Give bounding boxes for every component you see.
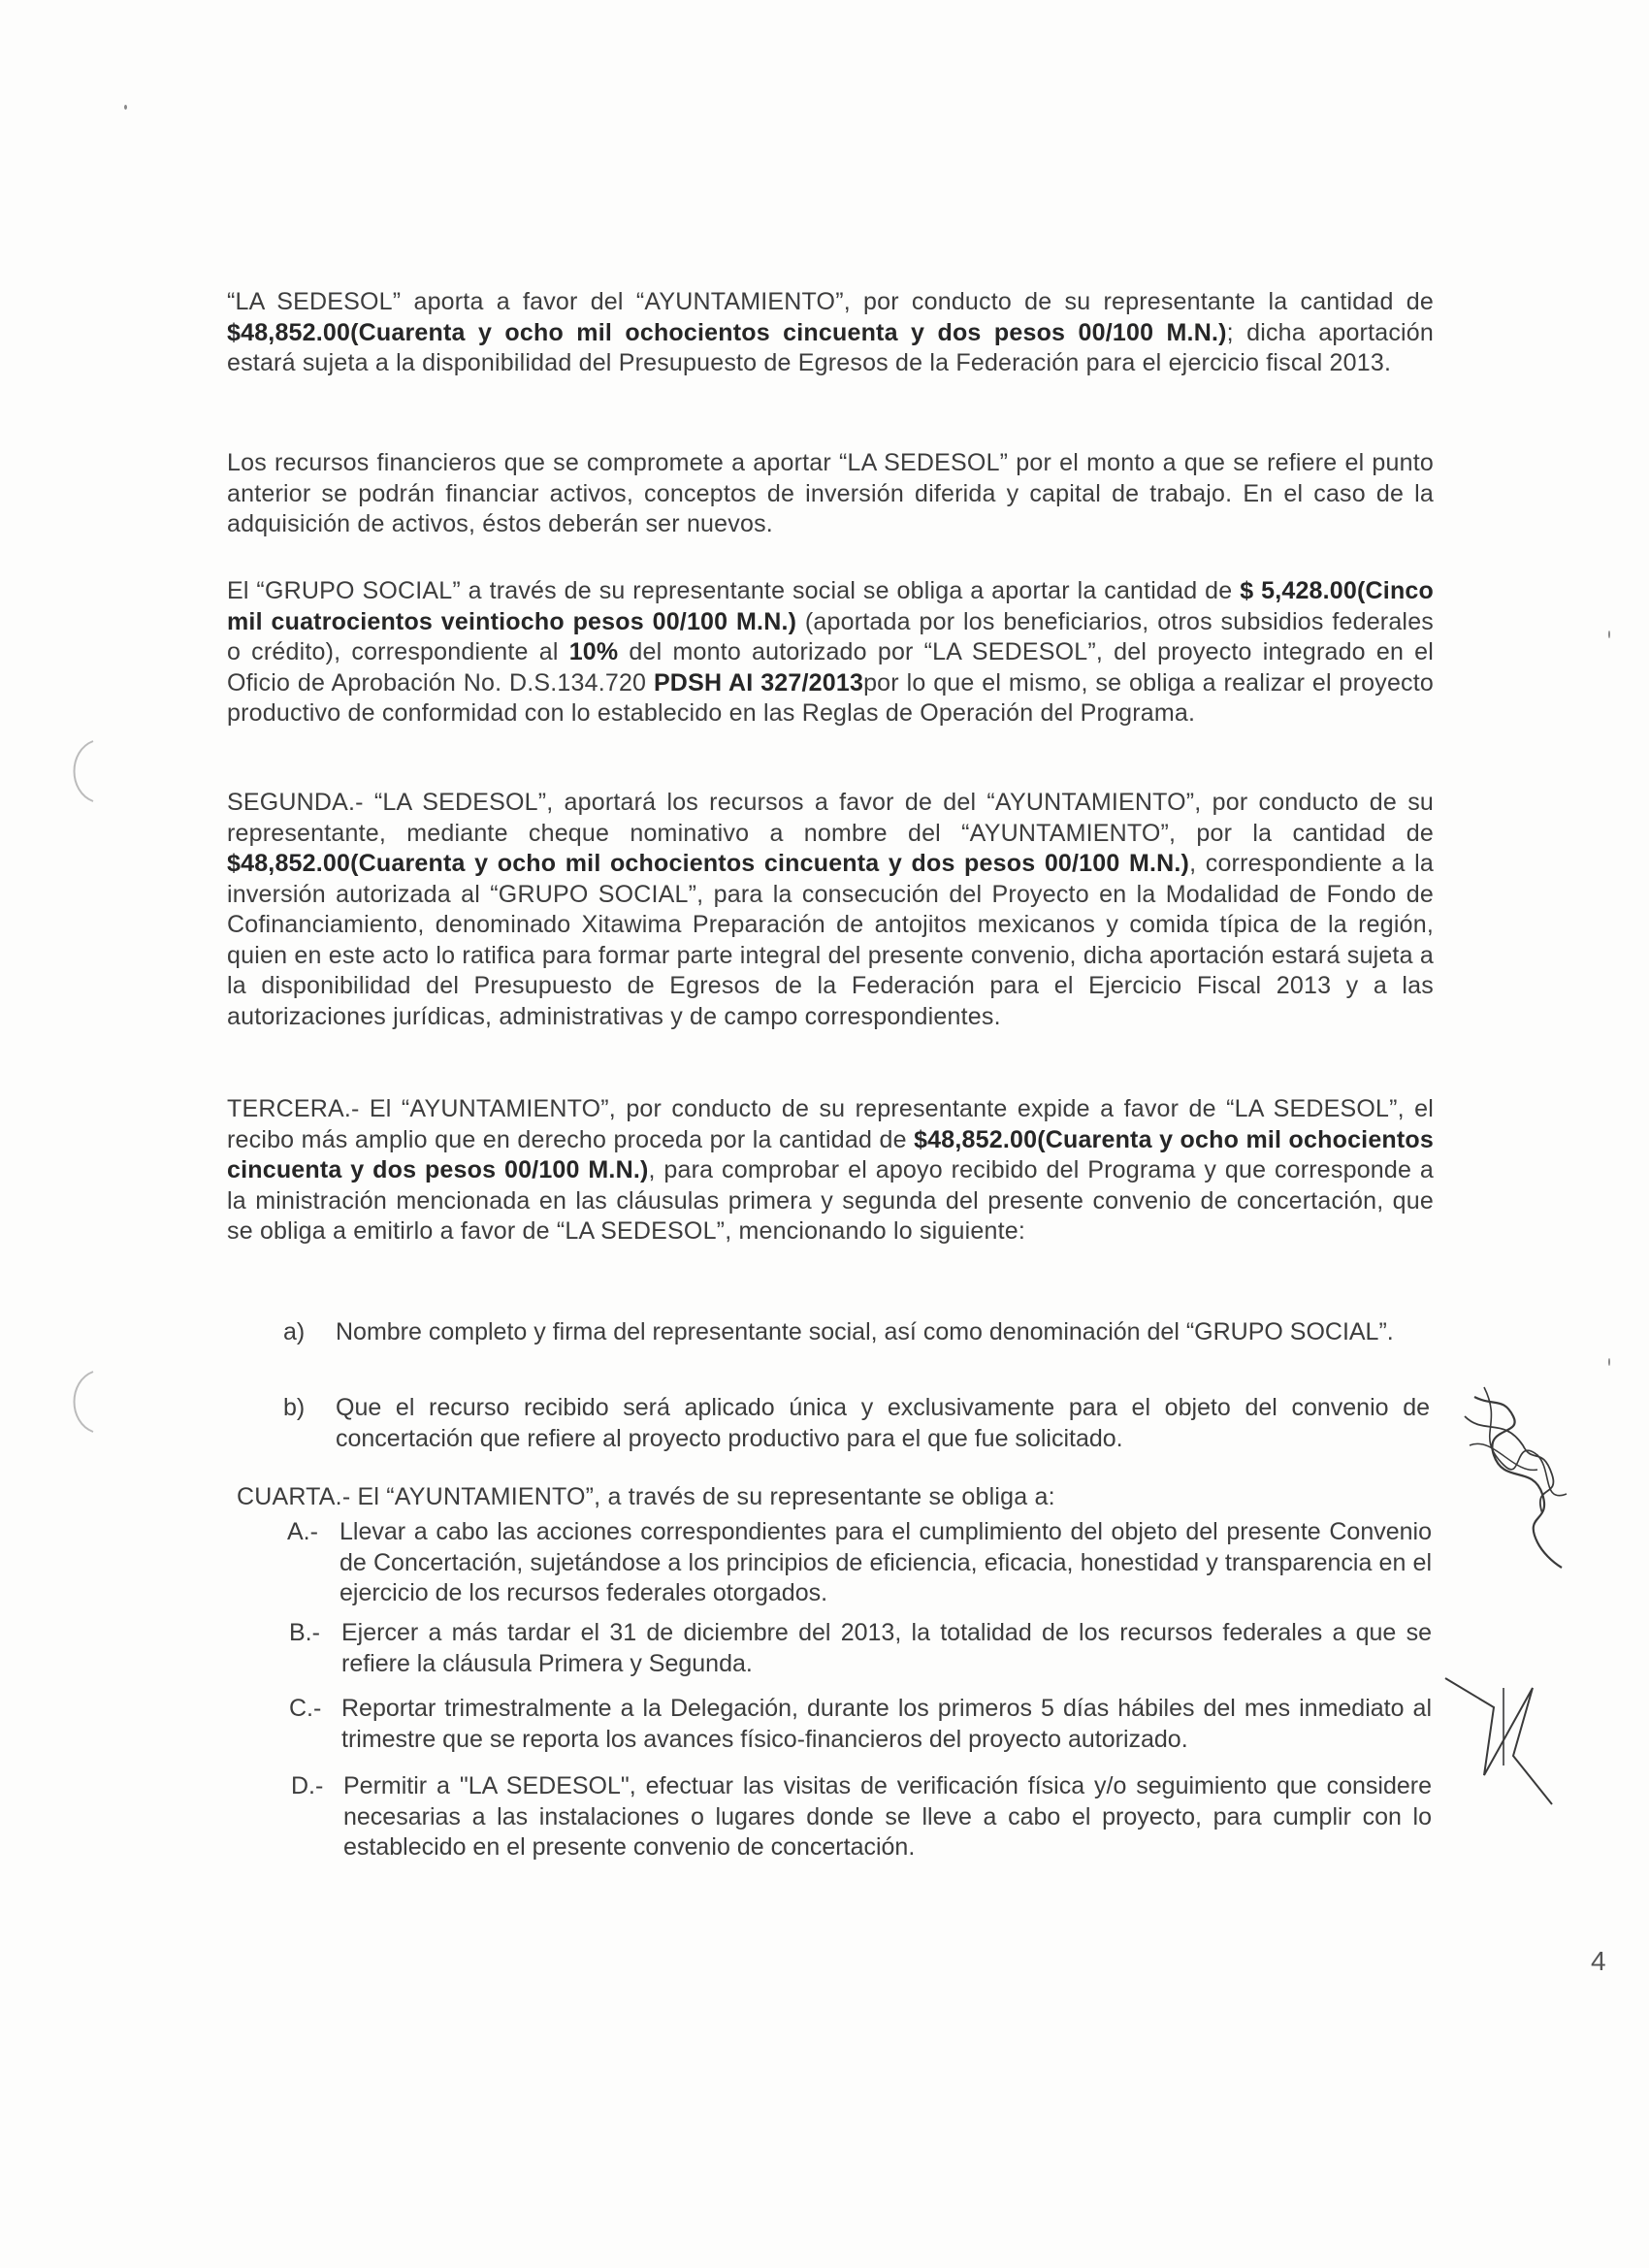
text: (aportada por los beneficiarios, otros subsidios federales o crédito), correspondiente al bbox=[227, 607, 1434, 665]
text: , para comprobar el apoyo recibido del Programa y que corresponde a la ministración mencionada en las cláusulas primera y segunda del presente convenio de concertación, que se obliga a emitirlo a favor de “LA SEDESOL”, mencionando lo siguiente: bbox=[227, 1156, 1434, 1245]
text: SEGUNDA.- “LA SEDESOL”, aportará los recursos a favor de del “AYUNTAMIENTO”, por conducto de su representante, mediante cheque nominativo a nombre del “AYUNTAMIENTO”, por la cantidad de bbox=[227, 789, 1434, 847]
paragraph-cuarta bbox=[237, 1482, 1434, 1513]
scan-speck bbox=[1608, 1358, 1610, 1366]
scan-speck bbox=[124, 105, 127, 110]
list-item-text: Reportar trimestralmente a la Delegación, durante los primeros 5 días hábiles del mes inmediato al trimestre que se reporta los avances físico-financieros del proyecto autorizado. bbox=[341, 1695, 1432, 1753]
list-marker: B.- bbox=[289, 1619, 320, 1646]
paragraph-sedesol-aporta bbox=[227, 287, 1434, 379]
list-marker: b) bbox=[283, 1394, 306, 1421]
text: por lo que el mismo, se obliga a realizar el proyecto productivo de conformidad con lo establecido en las Reglas de Operación del Programa. bbox=[227, 668, 1434, 727]
list-item-B bbox=[289, 1618, 1432, 1679]
list-item-text: Nombre completo y firma del representante social, así como denominación del “GRUPO SOCIAL”. bbox=[336, 1318, 1394, 1345]
text: El “GRUPO SOCIAL” a través de su representante social se obliga a aportar la cantidad de bbox=[227, 577, 1241, 604]
amount-bold: $48,852.00(Cuarenta y ocho mil ochocientos cincuenta y dos pesos 00/100 M.N.) bbox=[227, 1125, 1434, 1183]
list-item-text: Permitir a "LA SEDESOL", efectuar las visitas de verificación física y/o seguimiento que considere necesarias a las instalaciones o lugares donde se lleve a cabo el proyecto, para cumplir con lo establecido en el presente convenio de concertación. bbox=[343, 1772, 1432, 1861]
paragraph-segunda bbox=[227, 788, 1434, 1032]
amount-bold: $ 5,428.00(Cinco mil cuatrocientos veintiocho pesos 00/100 M.N.) bbox=[227, 577, 1434, 635]
list-item-C bbox=[289, 1694, 1432, 1755]
list-item-text: Que el recurso recibido será aplicado única y exclusivamente para el objeto del convenio de concertación que refiere al proyecto productivo para el que fue solicitado. bbox=[336, 1394, 1430, 1452]
signature-scribble-2 bbox=[1436, 1669, 1571, 1824]
list-item-A bbox=[287, 1517, 1432, 1609]
list-item-b bbox=[283, 1393, 1430, 1454]
text: TERCERA.- El “AYUNTAMIENTO”, por conducto de su representante expide a favor de “LA SEDESOL”, el recibo más amplio que en derecho proceda por la cantidad de bbox=[227, 1095, 1434, 1153]
text: del monto autorizado por “LA SEDESOL”, del proyecto integrado en el Oficio de Aprobación No. D.S.134.720 bbox=[227, 638, 1435, 697]
list-marker: A.- bbox=[287, 1518, 318, 1545]
list-marker: D.- bbox=[291, 1772, 324, 1799]
list-item-a bbox=[283, 1317, 1430, 1348]
list-item-text: Llevar a cabo las acciones correspondientes para el cumplimiento del objeto del presente Convenio de Concertación, sujetándose a los principios de eficiencia, eficacia, honestidad y transparencia en el ejercicio de los recursos federales otorgados. bbox=[340, 1518, 1432, 1606]
text: “LA SEDESOL” aporta a favor del “AYUNTAMIENTO”, por conducto de su representante la cantidad de bbox=[227, 288, 1434, 315]
text: Los recursos financieros que se compromete a aportar “LA SEDESOL” por el monto a que se refiere el punto anterior se podrán financiar activos, conceptos de inversión diferida y capital de trabajo. En el caso de la adquisición de activos, éstos deberán ser nuevos. bbox=[227, 449, 1434, 537]
list-marker: a) bbox=[283, 1318, 306, 1345]
binder-hole-mark-top bbox=[54, 737, 113, 805]
amount-bold: $48,852.00(Cuarenta y ocho mil ochocientos cincuenta y dos pesos 00/100 M.N.) bbox=[227, 318, 1227, 346]
scan-speck bbox=[1608, 631, 1610, 638]
binder-hole-mark-bottom bbox=[54, 1368, 113, 1436]
list-item-D bbox=[291, 1771, 1432, 1863]
paragraph-tercera bbox=[227, 1094, 1434, 1247]
paragraph-grupo-social bbox=[227, 576, 1434, 729]
list-item-text: Ejercer a más tardar el 31 de diciembre del 2013, la totalidad de los recursos federales a que se refiere la cláusula Primera y Segunda. bbox=[341, 1619, 1432, 1677]
percent-bold: 10% bbox=[568, 638, 619, 665]
paragraph-recursos-financieros bbox=[227, 448, 1434, 540]
oficio-bold: PDSH AI 327/2013 bbox=[653, 668, 864, 697]
amount-bold: $48,852.00(Cuarenta y ocho mil ochocientos cincuenta y dos pesos 00/100 M.N.) bbox=[227, 850, 1190, 877]
text: ; dicha aportación estará sujeta a la disponibilidad del Presupuesto de Egresos de la Federación para el ejercicio fiscal 2013. bbox=[227, 318, 1434, 376]
signature-scribble-1 bbox=[1445, 1377, 1591, 1571]
page-number: 4 bbox=[1591, 1946, 1606, 1976]
text: , correspondiente a la inversión autorizada al “GRUPO SOCIAL”, para la consecución del Proyecto en la Modalidad de Fondo de Cofinanciamiento, denominado Xitawima Preparación de antojitos mexicanos y comida típica de la región, quien en este acto lo ratifica para formar parte integral del presente convenio, dicha aportación estará sujeta a la disponibilidad del Presupuesto de Egresos de la Federación para el Ejercicio Fiscal 2013 y a las autorizaciones jurídicas, administrativas y de campo correspondientes. bbox=[227, 850, 1434, 1030]
list-marker: C.- bbox=[289, 1695, 322, 1722]
text: CUARTA.- El “AYUNTAMIENTO”, a través de su representante se obliga a: bbox=[237, 1483, 1055, 1510]
